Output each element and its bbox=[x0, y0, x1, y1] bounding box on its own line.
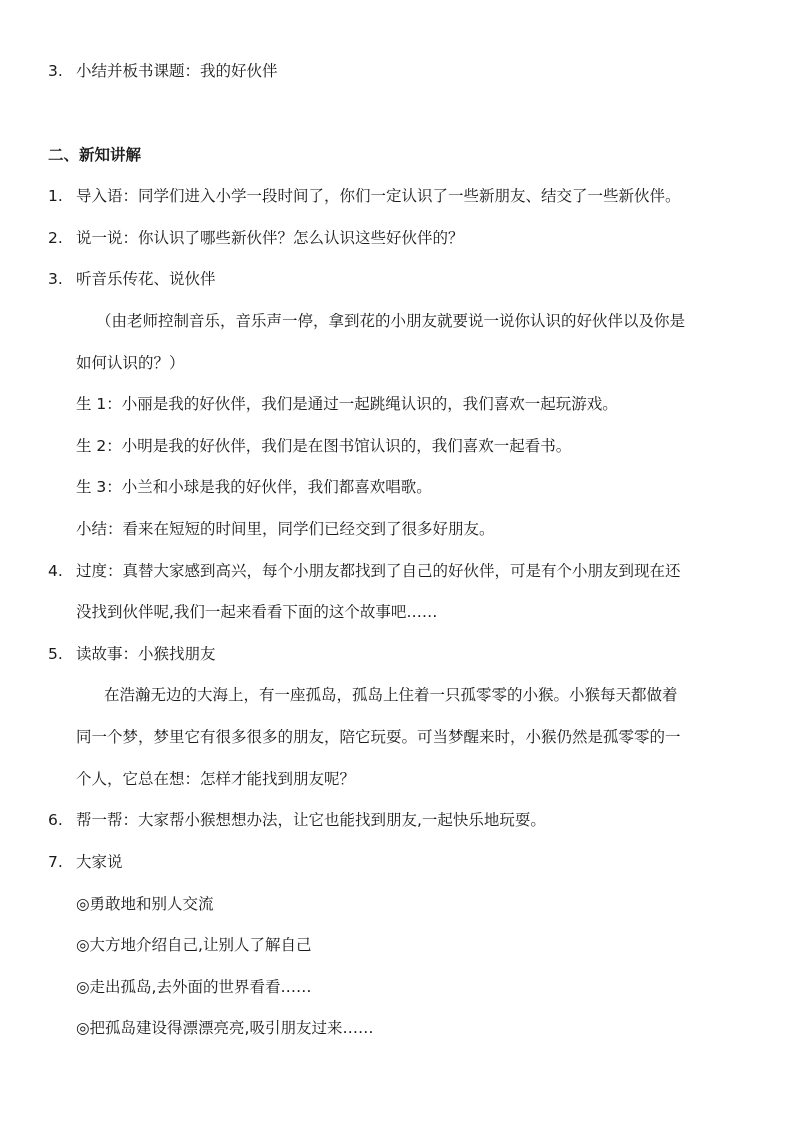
list-number: 3. bbox=[48, 62, 63, 80]
list-number: 3. bbox=[48, 270, 63, 288]
paragraph-text: （由老师控制音乐，音乐声一停，拿到花的小朋友就要说一说你认识的好伙伴以及你是 bbox=[96, 312, 686, 330]
story-text: 同一个梦，梦里它有很多很多的朋友，陪它玩耍。可当梦醒来时，小猴仍然是孤零零的一 bbox=[76, 728, 681, 746]
list-number: 7. bbox=[48, 853, 63, 871]
list-text: 小结并板书课题：我的好伙伴 bbox=[76, 62, 278, 80]
story-text: 在浩瀚无边的大海上，有一座孤岛，孤岛上住着一只孤零零的小猴。小猴每天都做着 bbox=[104, 686, 678, 704]
list-text: 帮一帮：大家帮小猴想想办法，让它也能找到朋友,一起快乐地玩耍。 bbox=[76, 811, 546, 829]
list-text: 过度：真替大家感到高兴，每个小朋友都找到了自己的好伙伴，可是有个小朋友到现在还 bbox=[76, 562, 681, 580]
bullet-text: ◎大方地介绍自己,让别人了解自己 bbox=[76, 936, 312, 954]
answer-text: 生 2：小明是我的好伙伴，我们是在图书馆认识的，我们喜欢一起看书。 bbox=[76, 437, 572, 455]
list-number: 1. bbox=[48, 187, 63, 205]
heading-text: 二、新知讲解 bbox=[48, 146, 142, 164]
bullet-text: ◎把孤岛建设得漂漂亮亮,吸引朋友过来…… bbox=[76, 1019, 374, 1037]
list-text: 听音乐传花、说伙伴 bbox=[76, 270, 216, 288]
list-text: 导入语：同学们进入小学一段时间了，你们一定认识了一些新朋友、结交了一些新伙伴。 bbox=[76, 187, 681, 205]
paragraph-text: 没找到伙伴呢,我们一起来看看下面的这个故事吧…… bbox=[76, 603, 438, 621]
story-text: 个人，它总在想：怎样才能找到朋友呢？ bbox=[76, 770, 356, 788]
list-number: 5. bbox=[48, 645, 63, 663]
bullet-text: ◎勇敢地和别人交流 bbox=[76, 895, 214, 913]
list-number: 6. bbox=[48, 811, 63, 829]
bullet-text: ◎走出孤岛,去外面的世界看看…… bbox=[76, 978, 312, 996]
answer-text: 生 3：小兰和小球是我的好伙伴，我们都喜欢唱歌。 bbox=[76, 478, 432, 496]
answer-text: 生 1：小丽是我的好伙伴，我们是通过一起跳绳认识的，我们喜欢一起玩游戏。 bbox=[76, 395, 618, 413]
summary-text: 小结：看来在短短的时间里，同学们已经交到了很多好朋友。 bbox=[76, 520, 495, 538]
list-text: 说一说：你认识了哪些新伙伴？怎么认识这些好伙伴的？ bbox=[76, 229, 464, 247]
paragraph-text: 如何认识的？） bbox=[76, 354, 185, 372]
list-number: 2. bbox=[48, 229, 63, 247]
list-number: 4. bbox=[48, 562, 63, 580]
list-text: 读故事：小猴找朋友 bbox=[76, 645, 216, 663]
list-text: 大家说 bbox=[76, 853, 123, 871]
